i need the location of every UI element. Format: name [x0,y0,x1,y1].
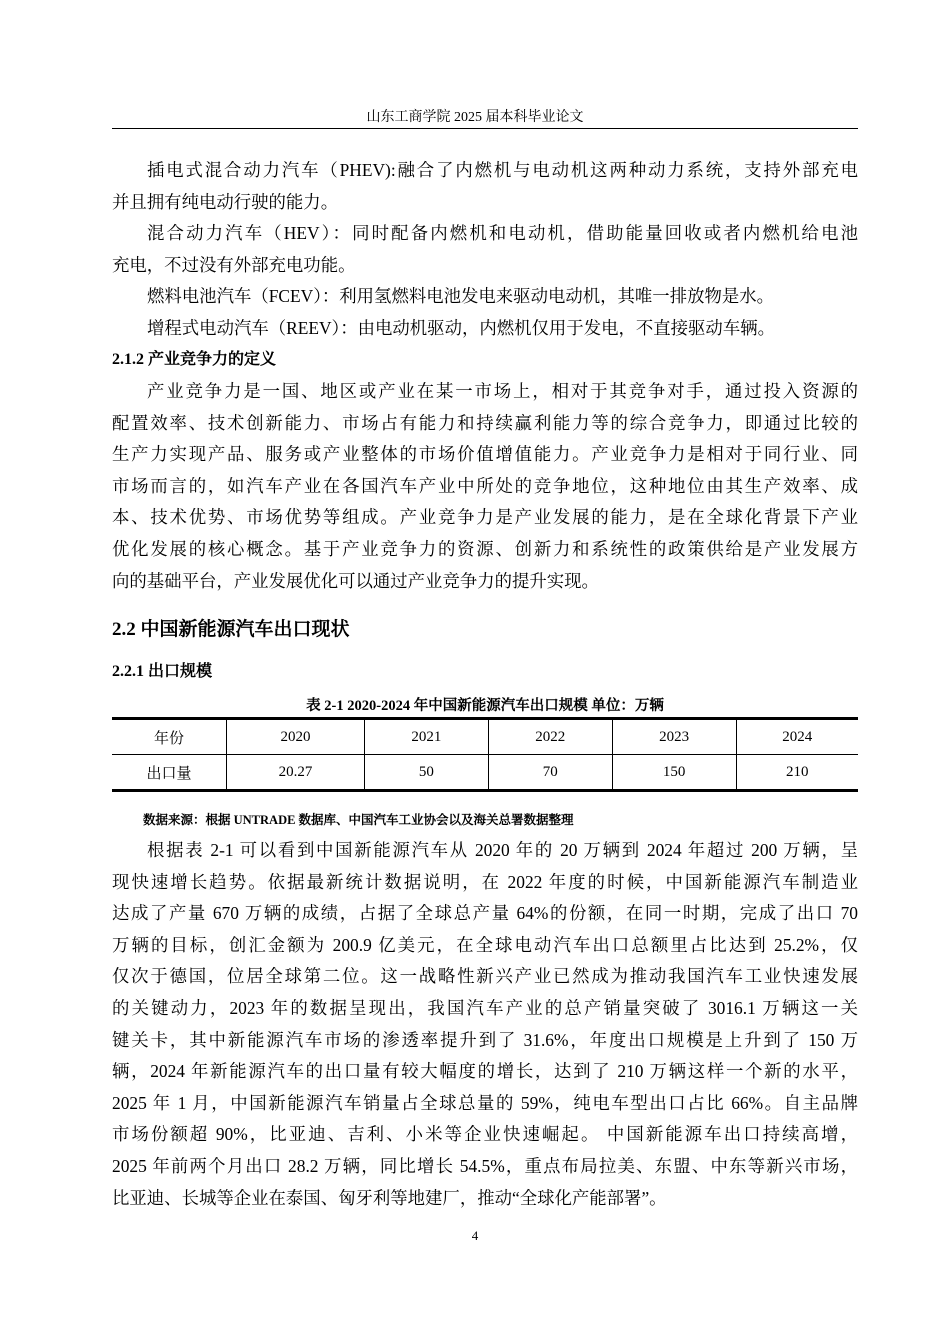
table-cell: 2022 [488,719,612,755]
header-rule [112,128,858,129]
text-line: 本、技术优势、市场优势等组成。产业竞争力是产业发展的能力，是在全球化背景下产业 [112,507,858,528]
text-line: 插电式混合动力汽车（PHEV):融合了内燃机与电动机这两种动力系统，支持外部充电 [147,160,858,180]
section-heading-2-2: 2.2 中国新能源汽车出口现状 [112,619,350,640]
text-line: 并且拥有纯电动行驶的能力。 [112,191,339,212]
definition-paragraph [112,376,858,597]
text-line: 充电，不过没有外部充电功能。 [112,254,356,275]
text-line: 市场而言的，如汽车产业在各国汽车产业中所处的竞争地位，这种地位由其生产效率、成 [112,475,858,496]
text-line: 达成了产量 670 万辆的成绩，占据了全球总产量 64%的份额，在同一时期，完成了出口 70 [112,903,858,924]
text-line: 燃料电池汽车（FCEV）：利用氢燃料电池发电来驱动电动机，其唯一排放物是水。 [147,286,775,307]
table-cell: 50 [364,755,488,791]
table-cell: 20.27 [227,755,365,791]
table-cell: 2024 [736,719,858,755]
text-line: 现快速增长趋势。依据最新统计数据说明，在 2022 年度的时候，中国新能源汽车制造业 [112,871,858,892]
text-line: 向的基础平台，产业发展优化可以通过产业竞争力的提升实现。 [112,570,599,591]
text-line: 2025 年前两个月出口 28.2 万辆，同比增长 54.5%，重点布局拉美、东盟、中东等新兴市场， [112,1155,858,1176]
running-header: 山东工商学院 2025 届本科毕业论文 [366,110,584,125]
table-cell: 70 [488,755,612,791]
table-cell: 210 [736,755,858,791]
table-cell: 150 [612,755,736,791]
section-heading-2-2-1: 2.2.1 出口规模 [112,663,213,680]
table-cell: 出口量 [146,765,192,782]
intro-paragraphs [112,155,858,345]
table-cell: 2023 [612,719,736,755]
text-line: 混合动力汽车（HEV）：同时配备内燃机和电动机，借助能量回收或者内燃机给电池 [147,223,858,244]
text-line: 2025 年 1 月，中国新能源汽车销量占全球总量的 59%，纯电车型出口占比 66%。自主品牌 [112,1092,858,1113]
export-table [112,717,858,792]
text-line: 键关卡，其中新能源汽车市场的渗透率提升到了 31.6%，年度出口规模是上升到了 150 万 [112,1029,858,1050]
table-source: 数据来源：根据 UNTRADE 数据库、中国汽车工业协会以及海关总署数据整理 [143,813,574,827]
page-number: 4 [471,1228,479,1243]
text-line: 根据表 2-1 可以看到中国新能源汽车从 2020 年的 20 万辆到 2024 年超过 200 万辆，呈 [147,840,858,860]
table-cell: 2020 [227,719,365,755]
table-cell: 2021 [364,719,488,755]
table-row [112,755,858,791]
text-line: 优化发展的核心概念。基于产业竞争力的资源、创新力和系统性的政策供给是产业发展方 [112,538,858,559]
text-line: 增程式电动汽车（REEV）：由电动机驱动，内燃机仅用于发电，不直接驱动车辆。 [147,317,775,338]
table-cell: 年份 [112,719,227,755]
text-line: 配置效率、技术创新能力、市场占有能力和持续赢利能力等的综合竞争力，即通过比较的 [112,412,858,433]
text-line: 仅次于德国，位居全球第二位。这一战略性新兴产业已然成为推动我国汽车工业快速发展 [112,966,858,987]
section-heading-2-1-2: 2.1.2 产业竞争力的定义 [112,351,277,368]
body-paragraph [112,835,858,1214]
text-line: 产业竞争力是一国、地区或产业在某一市场上，相对于其竞争对手，通过投入资源的 [147,381,858,401]
text-line: 万辆的目标，创汇金额为 200.9 亿美元，在全球电动汽车出口总额里占比达到 25.2%，仅 [112,934,858,955]
text-line: 市场份额超 90%，比亚迪、吉利、小米等企业快速崛起。 中国新能源车出口持续高增， [112,1124,858,1145]
text-line: 比亚迪、长城等企业在泰国、匈牙利等地建厂，推动“全球化产能部署”。 [112,1187,667,1208]
text-line: 的关键动力，2023 年的数据呈现出，我国汽车产业的总产销量突破了 3016.1 万辆这一关 [112,997,858,1018]
table-header-row [112,719,858,755]
text-line: 生产力实现产品、服务或产业整体的市场价值增值能力。产业竞争力是相对于同行业、同 [112,444,858,465]
text-line: 辆，2024 年新能源汽车的出口量有较大幅度的增长，达到了 210 万辆这样一个新的水平， [112,1061,858,1082]
table-caption: 表 2-1 2020-2024 年中国新能源汽车出口规模 单位：万辆 [306,698,664,714]
